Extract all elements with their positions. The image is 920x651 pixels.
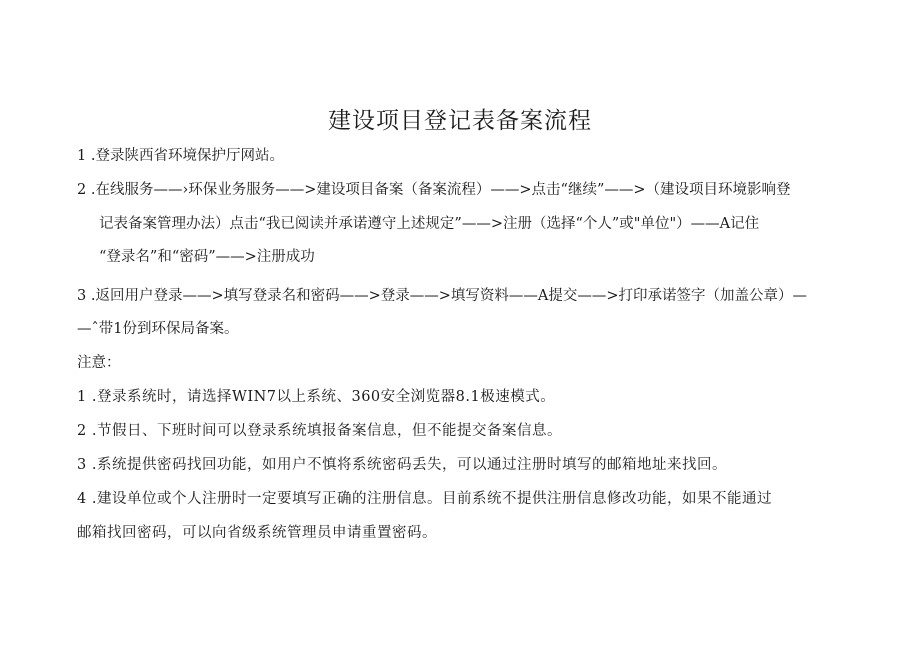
step-1-line-1: 1 .登录陕西省环境保护厅网站。 (77, 148, 284, 164)
step-3-line-1: 3 .返回用户登录——>填写登录名和密码——>登录——>填写资料——A提交——>打印承诺签字（加盖公章）— (77, 288, 808, 304)
notes-heading: 注意： (77, 355, 121, 371)
step-2-line-2: 记表备案管理办法）点击“我已阅读并承诺遵守上述规定”——>注册（选择“个人”或"单位"）——A记住 (99, 216, 760, 232)
note-1-line-1: 1 .登录系统时，请选择WIN7以上系统、360安全浏览器8.1极速模式。 (77, 389, 556, 405)
step-3-line-2: —ˆ带1份到环保局备案。 (77, 321, 239, 337)
note-3-line-1: 3 .系统提供密码找回功能，如用户不慎将系统密码丢失，可以通过注册时填写的邮箱地址来找回。 (77, 457, 727, 473)
note-4-line-2: 邮箱找回密码，可以向省级系统管理员申请重置密码。 (77, 525, 437, 541)
note-4-line-1: 4 .建设单位或个人注册时一定要填写正确的注册信息。目前系统不提供注册信息修改功能，如果不能通过 (77, 491, 772, 507)
document-title: 建设项目登记表备案流程 (328, 108, 592, 134)
step-2-line-3: “登录名”和“密码”——>注册成功 (99, 249, 315, 265)
step-2-line-1: 2 .在线服务——›环保业务服务——>建设项目备案（备案流程）——>点击“继续”——>（建设项目环境影响登 (77, 182, 791, 198)
note-2-line-1: 2 .节假日、下班时间可以登录系统填报备案信息，但不能提交备案信息。 (77, 423, 562, 439)
